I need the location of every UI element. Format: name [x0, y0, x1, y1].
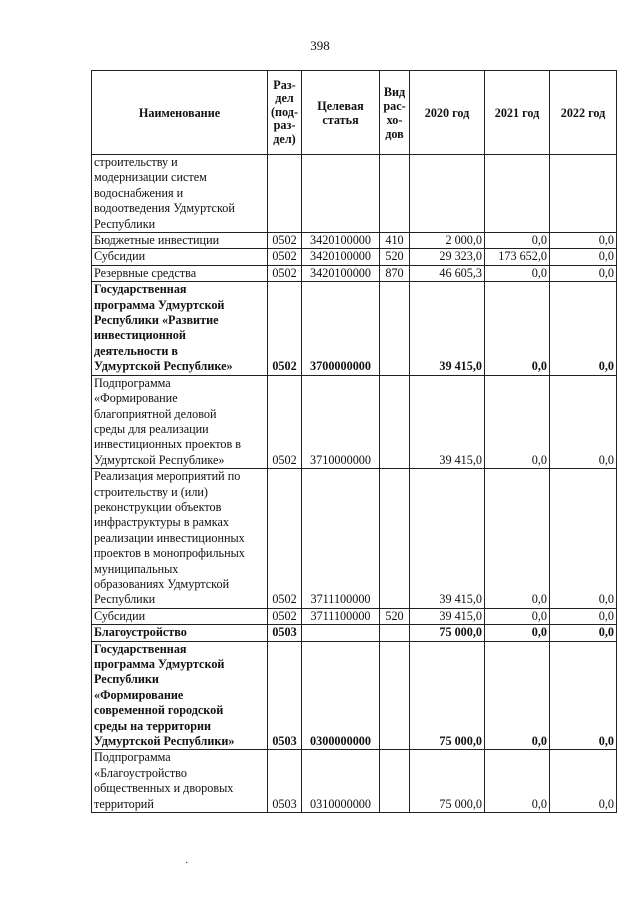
cell-name: Государственная программа Удмуртской Республики «Формирование современной городской среды на территории Удмуртской Республики»	[92, 641, 268, 750]
cell-2020: 39 415,0	[410, 282, 485, 375]
cell-name: Подпрограмма «Благоустройство общественных и дворовых территорий	[92, 750, 268, 813]
cell-2021: 0,0	[485, 375, 550, 468]
cell-target: 3700000000	[302, 282, 380, 375]
cell-expense-type	[380, 469, 410, 609]
header-expense-type: Вид рас- хо- дов	[380, 71, 410, 155]
cell-target: 3420100000	[302, 233, 380, 249]
cell-2021: 0,0	[485, 265, 550, 281]
cell-expense-type	[380, 625, 410, 641]
cell-name: Благоустройство	[92, 625, 268, 641]
header-2022: 2022 год	[550, 71, 617, 155]
cell-2021: 0,0	[485, 233, 550, 249]
cell-expense-type	[380, 750, 410, 813]
cell-name: Субсидии	[92, 608, 268, 624]
cell-2020: 2 000,0	[410, 233, 485, 249]
page-number: 398	[310, 38, 330, 53]
cell-name: строительству и модернизации систем водоснабжения и водоотведения Удмуртской Республики	[92, 155, 268, 233]
cell-name: Резервные средства	[92, 265, 268, 281]
table-row	[92, 750, 617, 813]
cell-name: Бюджетные инвестиции	[92, 233, 268, 249]
cell-section	[268, 155, 302, 233]
cell-target	[302, 155, 380, 233]
scan-speck: ·	[185, 858, 189, 869]
cell-2022: 0,0	[550, 750, 617, 813]
table-row	[92, 375, 617, 468]
cell-2020: 39 415,0	[410, 469, 485, 609]
cell-name: Подпрограмма «Формирование благоприятной деловой среды для реализации инвестиционных проектов в Удмуртской Республике»	[92, 375, 268, 468]
cell-expense-type: 520	[380, 249, 410, 265]
cell-section: 0503	[268, 641, 302, 750]
cell-2021: 173 652,0	[485, 249, 550, 265]
cell-2021: 0,0	[485, 750, 550, 813]
cell-2021: 0,0	[485, 641, 550, 750]
cell-section: 0503	[268, 625, 302, 641]
cell-2022: 0,0	[550, 233, 617, 249]
table-row	[92, 233, 617, 249]
table-row	[92, 625, 617, 641]
cell-name: Реализация мероприятий по строительству и (или) реконструкции объектов инфраструктуры в рамках реализации инвестиционных проектов в монопрофильных муниципальных образованиях Удмуртской Республики	[92, 469, 268, 609]
cell-target: 3420100000	[302, 249, 380, 265]
cell-target: 3420100000	[302, 265, 380, 281]
table-row	[92, 282, 617, 375]
cell-2020: 75 000,0	[410, 641, 485, 750]
cell-2022: 0,0	[550, 265, 617, 281]
table-row	[92, 249, 617, 265]
cell-2020: 75 000,0	[410, 625, 485, 641]
cell-2022: 0,0	[550, 249, 617, 265]
cell-section: 0503	[268, 750, 302, 813]
cell-2021: 0,0	[485, 282, 550, 375]
cell-2020: 75 000,0	[410, 750, 485, 813]
cell-expense-type	[380, 155, 410, 233]
cell-target	[302, 625, 380, 641]
cell-2020: 29 323,0	[410, 249, 485, 265]
table-row	[92, 641, 617, 750]
cell-2021: 0,0	[485, 608, 550, 624]
budget-table	[91, 70, 617, 813]
cell-2020	[410, 155, 485, 233]
header-2020: 2020 год	[410, 71, 485, 155]
cell-2021	[485, 155, 550, 233]
cell-2021: 0,0	[485, 625, 550, 641]
table-row	[92, 155, 617, 233]
cell-2020: 46 605,3	[410, 265, 485, 281]
cell-2020: 39 415,0	[410, 375, 485, 468]
cell-expense-type	[380, 375, 410, 468]
table-row	[92, 608, 617, 624]
cell-2021: 0,0	[485, 469, 550, 609]
cell-section: 0502	[268, 282, 302, 375]
cell-target: 3710000000	[302, 375, 380, 468]
cell-expense-type	[380, 282, 410, 375]
header-target: Целевая статья	[302, 71, 380, 155]
cell-2022: 0,0	[550, 641, 617, 750]
header-section: Раз- дел (под- раз- дел)	[268, 71, 302, 155]
cell-target: 0300000000	[302, 641, 380, 750]
cell-target: 3711100000	[302, 608, 380, 624]
cell-2022: 0,0	[550, 375, 617, 468]
cell-2020: 39 415,0	[410, 608, 485, 624]
table-header-row	[92, 71, 617, 155]
cell-expense-type: 870	[380, 265, 410, 281]
cell-2022: 0,0	[550, 469, 617, 609]
cell-2022: 0,0	[550, 282, 617, 375]
cell-section: 0502	[268, 608, 302, 624]
cell-expense-type: 410	[380, 233, 410, 249]
cell-section: 0502	[268, 233, 302, 249]
cell-section: 0502	[268, 265, 302, 281]
cell-name: Государственная программа Удмуртской Республики «Развитие инвестиционной деятельности в Удмуртской Республике»	[92, 282, 268, 375]
cell-section: 0502	[268, 469, 302, 609]
cell-2022: 0,0	[550, 625, 617, 641]
cell-section: 0502	[268, 375, 302, 468]
table-row	[92, 469, 617, 609]
cell-target: 0310000000	[302, 750, 380, 813]
cell-section: 0502	[268, 249, 302, 265]
cell-name: Субсидии	[92, 249, 268, 265]
cell-2022: 0,0	[550, 608, 617, 624]
cell-expense-type	[380, 641, 410, 750]
header-2021: 2021 год	[485, 71, 550, 155]
table-row	[92, 265, 617, 281]
cell-target: 3711100000	[302, 469, 380, 609]
cell-2022	[550, 155, 617, 233]
header-name: Наименование	[92, 71, 268, 155]
cell-expense-type: 520	[380, 608, 410, 624]
